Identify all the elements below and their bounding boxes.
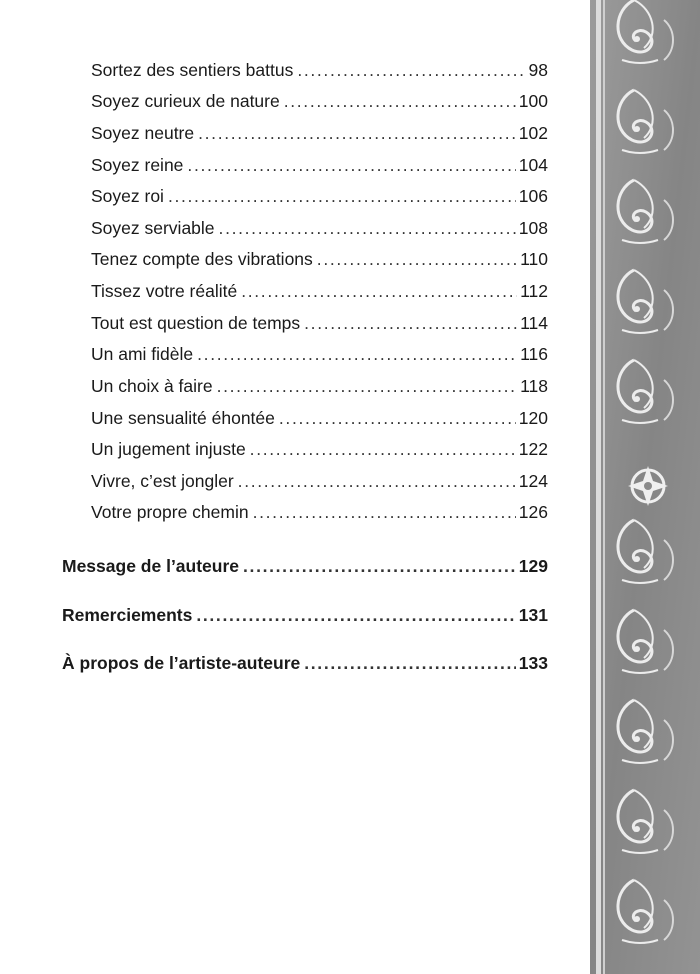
toc-entry-page: 110: [520, 249, 548, 269]
toc-entry: [91, 408, 548, 429]
toc-entry-title: Un ami fidèle: [91, 344, 194, 364]
toc-entry: [91, 281, 548, 302]
toc-entry-page: 108: [518, 218, 548, 238]
toc-section-page: 129: [518, 556, 548, 576]
dot-leader: [197, 344, 517, 365]
dot-leader: [219, 218, 516, 239]
toc-entry-page: 106: [518, 186, 548, 206]
toc-entry-title: Vivre, c’est jongler: [91, 471, 234, 491]
toc-entry-page: 118: [520, 376, 548, 396]
toc-entry-title: Un jugement injuste: [91, 439, 246, 459]
dot-leader: [279, 408, 516, 429]
toc-entry-title: Soyez roi: [91, 186, 164, 206]
toc-entry-title: Une sensualité éhontée: [91, 408, 275, 428]
toc-entry: [91, 218, 548, 239]
dot-leader: [238, 471, 516, 492]
toc-entry-page: 102: [518, 123, 548, 143]
toc-entry-page: 114: [520, 313, 548, 333]
toc-entry: [91, 155, 548, 176]
toc-entry: [91, 376, 548, 397]
toc-section-page: 131: [518, 605, 548, 625]
toc-entry-title: Un choix à faire: [91, 376, 213, 396]
toc-entry: [91, 313, 548, 334]
toc-section-entry: [62, 605, 548, 626]
toc-entry: [91, 91, 548, 112]
dot-leader: [217, 376, 518, 397]
toc-entry-page: 116: [520, 344, 548, 364]
dot-leader: [196, 605, 515, 626]
toc-entry-title: Tenez compte des vibrations: [91, 249, 313, 269]
dot-leader: [304, 313, 517, 334]
toc-entry-title: Soyez curieux de nature: [91, 91, 280, 111]
toc-entry: [91, 502, 548, 523]
toc-entry: [91, 439, 548, 460]
toc-entry-title: Votre propre chemin: [91, 502, 249, 522]
toc-section-title: À propos de l’artiste-auteure: [62, 653, 301, 673]
dot-leader: [243, 556, 516, 577]
dot-leader: [168, 186, 516, 207]
dot-leader: [250, 439, 516, 460]
toc-entry: [91, 249, 548, 270]
toc-entry-page: 100: [518, 91, 548, 111]
toc-entry: [91, 60, 548, 81]
toc-entry-page: 122: [518, 439, 548, 459]
border-rule: [596, 0, 601, 974]
dot-leader: [297, 60, 525, 81]
dot-leader: [284, 91, 516, 112]
dot-leader: [304, 653, 516, 674]
toc-entry-page: 98: [528, 60, 548, 80]
toc-entry-page: 112: [520, 281, 548, 301]
toc-entry-page: 120: [518, 408, 548, 428]
toc-entry-page: 104: [518, 155, 548, 175]
toc-entry-title: Sortez des sentiers battus: [91, 60, 294, 80]
dot-leader: [187, 155, 515, 176]
toc-entry: [91, 344, 548, 365]
toc-entry-title: Tout est question de temps: [91, 313, 301, 333]
toc-entry-title: Soyez reine: [91, 155, 184, 175]
toc-entry-title: Tissez votre réalité: [91, 281, 238, 301]
toc-section-entry: [62, 556, 548, 577]
toc-entry: [91, 471, 548, 492]
toc-section-title: Message de l’auteure: [62, 556, 240, 576]
toc-entry-page: 126: [518, 502, 548, 522]
dot-leader: [317, 249, 517, 270]
toc-entry-page: 124: [518, 471, 548, 491]
toc-entry: [91, 123, 548, 144]
toc-section-title: Remerciements: [62, 605, 193, 625]
dot-leader: [253, 502, 516, 523]
toc-entry-title: Soyez neutre: [91, 123, 195, 143]
ornamental-border: [590, 0, 700, 974]
toc-section-entry: [62, 653, 548, 674]
toc-entry-title: Soyez serviable: [91, 218, 215, 238]
dot-leader: [241, 281, 517, 302]
dot-leader: [198, 123, 516, 144]
toc-section-page: 133: [518, 653, 548, 673]
toc-entry: [91, 186, 548, 207]
